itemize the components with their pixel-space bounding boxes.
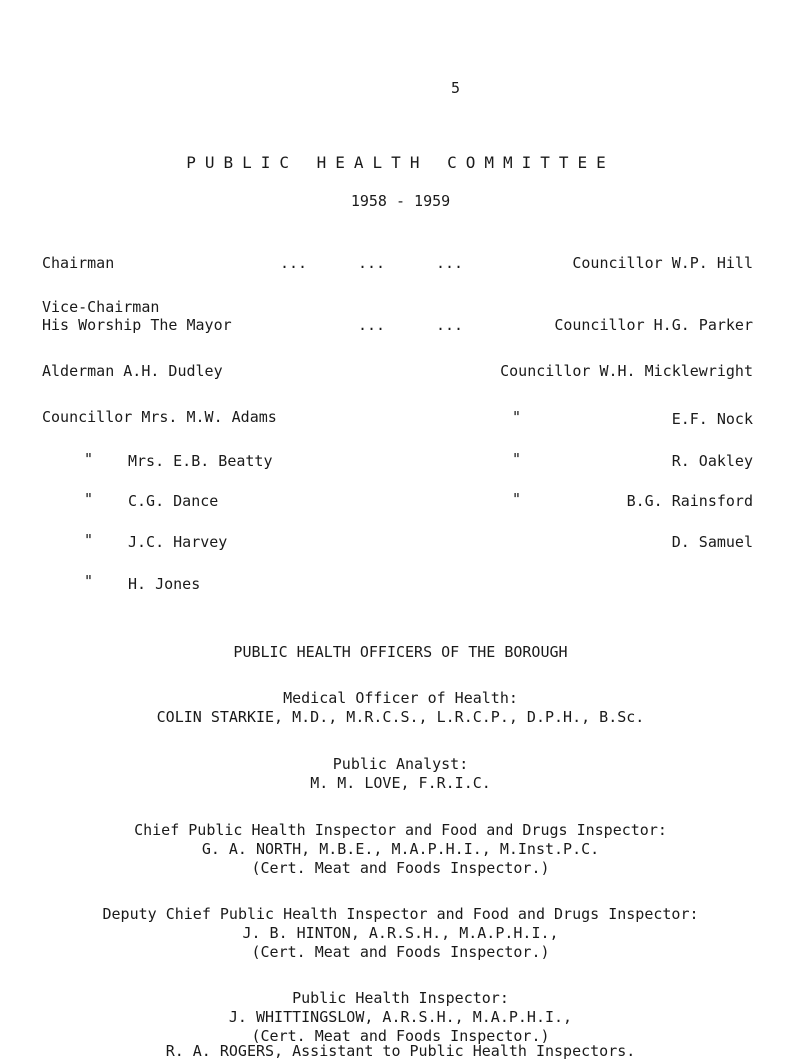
councillor-adams: Councillor Mrs. M.W. Adams (42, 408, 277, 426)
page-title: PUBLIC HEALTH COMMITTEE (186, 153, 615, 172)
chairman-dots-2: ... (358, 254, 386, 272)
vice-chairman-dots-1: ... (358, 316, 386, 334)
ditto-mark: " (84, 531, 94, 549)
vice-chairman-label: Vice-Chairman (42, 298, 160, 316)
vice-chairman-dots-2: ... (436, 316, 464, 334)
inspector-name: J. WHITTINGSLOW, A.R.S.H., M.A.P.H.I., (228, 1008, 573, 1026)
member-samuel: D. Samuel (671, 533, 753, 551)
member-beatty: Mrs. E.B. Beatty (128, 452, 273, 470)
member-oakley: R. Oakley (671, 452, 753, 470)
ditto-mark: " (512, 408, 522, 426)
year-range: 1958 - 1959 (350, 192, 451, 210)
chief-inspector-title: Chief Public Health Inspector and Food and Drugs Inspector: (134, 821, 667, 839)
ditto-mark: " (84, 572, 94, 590)
ditto-mark: " (512, 490, 522, 508)
deputy-inspector-cert: (Cert. Meat and Foods Inspector.) (251, 943, 550, 961)
deputy-inspector-title: Deputy Chief Public Health Inspector and Food and Drugs Inspector: (102, 905, 699, 923)
chief-inspector-name: G. A. NORTH, M.B.E., M.A.P.H.I., M.Inst.P.C. (201, 840, 600, 858)
chairman-dots-1: ... (280, 254, 308, 272)
chairman-name: Councillor W.P. Hill (572, 254, 753, 272)
ditto-mark: " (512, 450, 522, 468)
councillor-micklewright: Councillor W.H. Micklewright (500, 362, 753, 380)
moh-name: COLIN STARKIE, M.D., M.R.C.S., L.R.C.P., D.P.H., B.Sc. (156, 708, 645, 726)
member-dance: C.G. Dance (128, 492, 219, 510)
ditto-mark: " (84, 450, 94, 468)
inspector-cert: (Cert. Meat and Foods Inspector.) (251, 1027, 550, 1045)
member-nock: E.F. Nock (671, 410, 753, 428)
deputy-inspector-name: J. B. HINTON, A.R.S.H., M.A.P.H.I., (242, 924, 559, 942)
chairman-dots-3: ... (436, 254, 464, 272)
chief-inspector-cert: (Cert. Meat and Foods Inspector.) (251, 859, 550, 877)
member-rainsford: B.G. Rainsford (626, 492, 753, 510)
analyst-name: M. M. LOVE, F.R.I.C. (310, 774, 491, 792)
page-number: 5 (451, 79, 461, 97)
chairman-label: Chairman (42, 254, 115, 272)
alderman: Alderman A.H. Dudley (42, 362, 223, 380)
member-jones: H. Jones (128, 575, 201, 593)
member-harvey: J.C. Harvey (128, 533, 228, 551)
ditto-mark: " (84, 490, 94, 508)
analyst-title: Public Analyst: (332, 755, 469, 773)
moh-title: Medical Officer of Health: (283, 689, 518, 707)
officers-heading: PUBLIC HEALTH OFFICERS OF THE BOROUGH (233, 643, 568, 661)
inspector-title: Public Health Inspector: (292, 989, 509, 1007)
vice-chairman-title: His Worship The Mayor (42, 316, 232, 334)
assistant-line: R. A. ROGERS, Assistant to Public Health Inspectors. (165, 1042, 636, 1060)
vice-chairman-name: Councillor H.G. Parker (554, 316, 753, 334)
